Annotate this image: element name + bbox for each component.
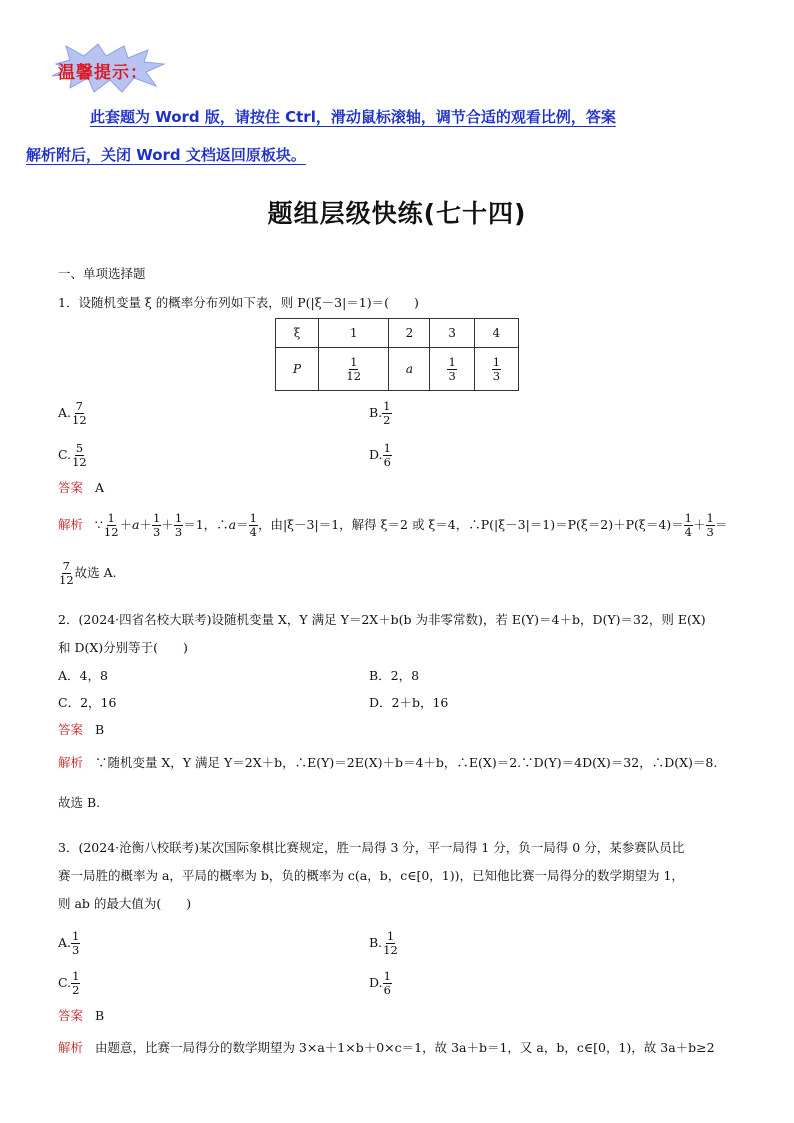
q3-stem-line-3: 则 ab 的最大值为( ) bbox=[58, 896, 192, 911]
q2-answer: 答案 B bbox=[58, 722, 105, 737]
q1-distribution-table bbox=[275, 318, 519, 391]
section-heading: 一、单项选择题 bbox=[58, 266, 146, 281]
q3-stem-line-2: 赛一局胜的概率为 a，平局的概率为 b，负的概率为 c(a，b，c∈[0，1))，已知他比赛一局得分的数学期望为 1， bbox=[58, 868, 684, 883]
table-cell: $\frac{1}{3}$ bbox=[430, 348, 474, 391]
table-cell: 4 bbox=[474, 319, 518, 348]
q1-analysis-end: $\frac{7}{12}$ 故选 A. bbox=[59, 559, 117, 587]
q3-option-c: C. $\frac{1}{2}$ bbox=[58, 969, 80, 997]
q2-option-b: B．2，8 bbox=[369, 668, 420, 683]
q2-stem-line-2: 和 D(X)分别等于( ) bbox=[58, 640, 188, 655]
table-cell: P bbox=[276, 348, 319, 391]
q3-option-b: B. $\frac{1}{12}$ bbox=[369, 929, 398, 957]
table-cell: 3 bbox=[430, 319, 474, 348]
table-cell: 2 bbox=[389, 319, 430, 348]
q2-analysis-end: 故选 B. bbox=[58, 795, 101, 810]
tip-body bbox=[26, 98, 743, 174]
q2-analysis: 解析 ∵随机变量 X，Y 满足 Y＝2X＋b，∴E(Y)＝2E(X)＋b＝4＋b，∴E(X)＝2.∵D(Y)＝4D(X)＝32，∴D(X)＝8. bbox=[58, 755, 718, 770]
table-cell: $\frac{1}{3}$ bbox=[474, 348, 518, 391]
q3-option-d: D. $\frac{1}{6}$ bbox=[369, 969, 391, 997]
q1-option-a: A. $\frac{7}{12}$ bbox=[58, 399, 87, 427]
tip-line-2: 解析附后，关闭 Word 文档返回原板块。 bbox=[26, 146, 306, 164]
q2-option-d: D．2＋b，16 bbox=[369, 695, 449, 710]
q2-stem-line-1: 2．(2024·四省名校大联考)设随机变量 X，Y 满足 Y＝2X＋b(b 为非零常数)，若 E(Y)＝4＋b，D(Y)＝32，则 E(X) bbox=[58, 612, 706, 627]
table-cell: ξ bbox=[276, 319, 319, 348]
table-cell: 1 bbox=[319, 319, 389, 348]
q3-analysis: 解析 由题意，比赛一局得分的数学期望为 3×a＋1×b＋0×c＝1，故 3a＋b＝1，又 a，b，c∈[0，1)，故 3a＋b≥2 bbox=[58, 1040, 715, 1055]
q3-answer: 答案 B bbox=[58, 1008, 105, 1023]
table-cell: a bbox=[389, 348, 430, 391]
table-cell: $\frac{1}{12}$ bbox=[319, 348, 389, 391]
q3-option-a: A. $\frac{1}{3}$ bbox=[58, 929, 80, 957]
q1-stem: 1．设随机变量 ξ 的概率分布列如下表，则 P(|ξ－3|＝1)＝( ) bbox=[58, 295, 419, 310]
q3-stem-line-1: 3．(2024·沧衡八校联考)某次国际象棋比赛规定，胜一局得 3 分，平一局得 1 分，负一局得 0 分，某参赛队员比 bbox=[58, 840, 685, 855]
page-title: 题组层级快练(七十四) bbox=[267, 199, 527, 228]
tip-line-1: 此套题为 Word 版，请按住 Ctrl，滑动鼠标滚轴，调节合适的观看比例，答案 bbox=[90, 108, 616, 126]
q2-option-c: C．2，16 bbox=[58, 695, 117, 710]
q1-answer: 答案 A bbox=[58, 480, 104, 495]
q1-option-d: D. $\frac{1}{6}$ bbox=[369, 441, 391, 469]
q1-option-b: B. $\frac{1}{2}$ bbox=[369, 399, 391, 427]
q2-option-a: A．4，8 bbox=[58, 668, 108, 683]
q1-analysis: 解析 ∵ $\frac{1}{12}$ ＋a＋ $\frac{1}{3}$ ＋ $\frac{1}{3}$ ＝1，∴a＝ $\frac{1}{4}$ ，由|ξ－3|＝1，解得 ξ＝2 或 ξ＝4，∴P(|ξ－3|＝1)＝P(ξ＝2)＋P(ξ＝4)＝ $\frac{1}{4}$ ＋ $\frac{1}{3}$ ＝ bbox=[58, 511, 728, 539]
tip-label: 温馨提示： bbox=[58, 63, 148, 83]
q1-option-c: C. $\frac{5}{12}$ bbox=[58, 441, 87, 469]
